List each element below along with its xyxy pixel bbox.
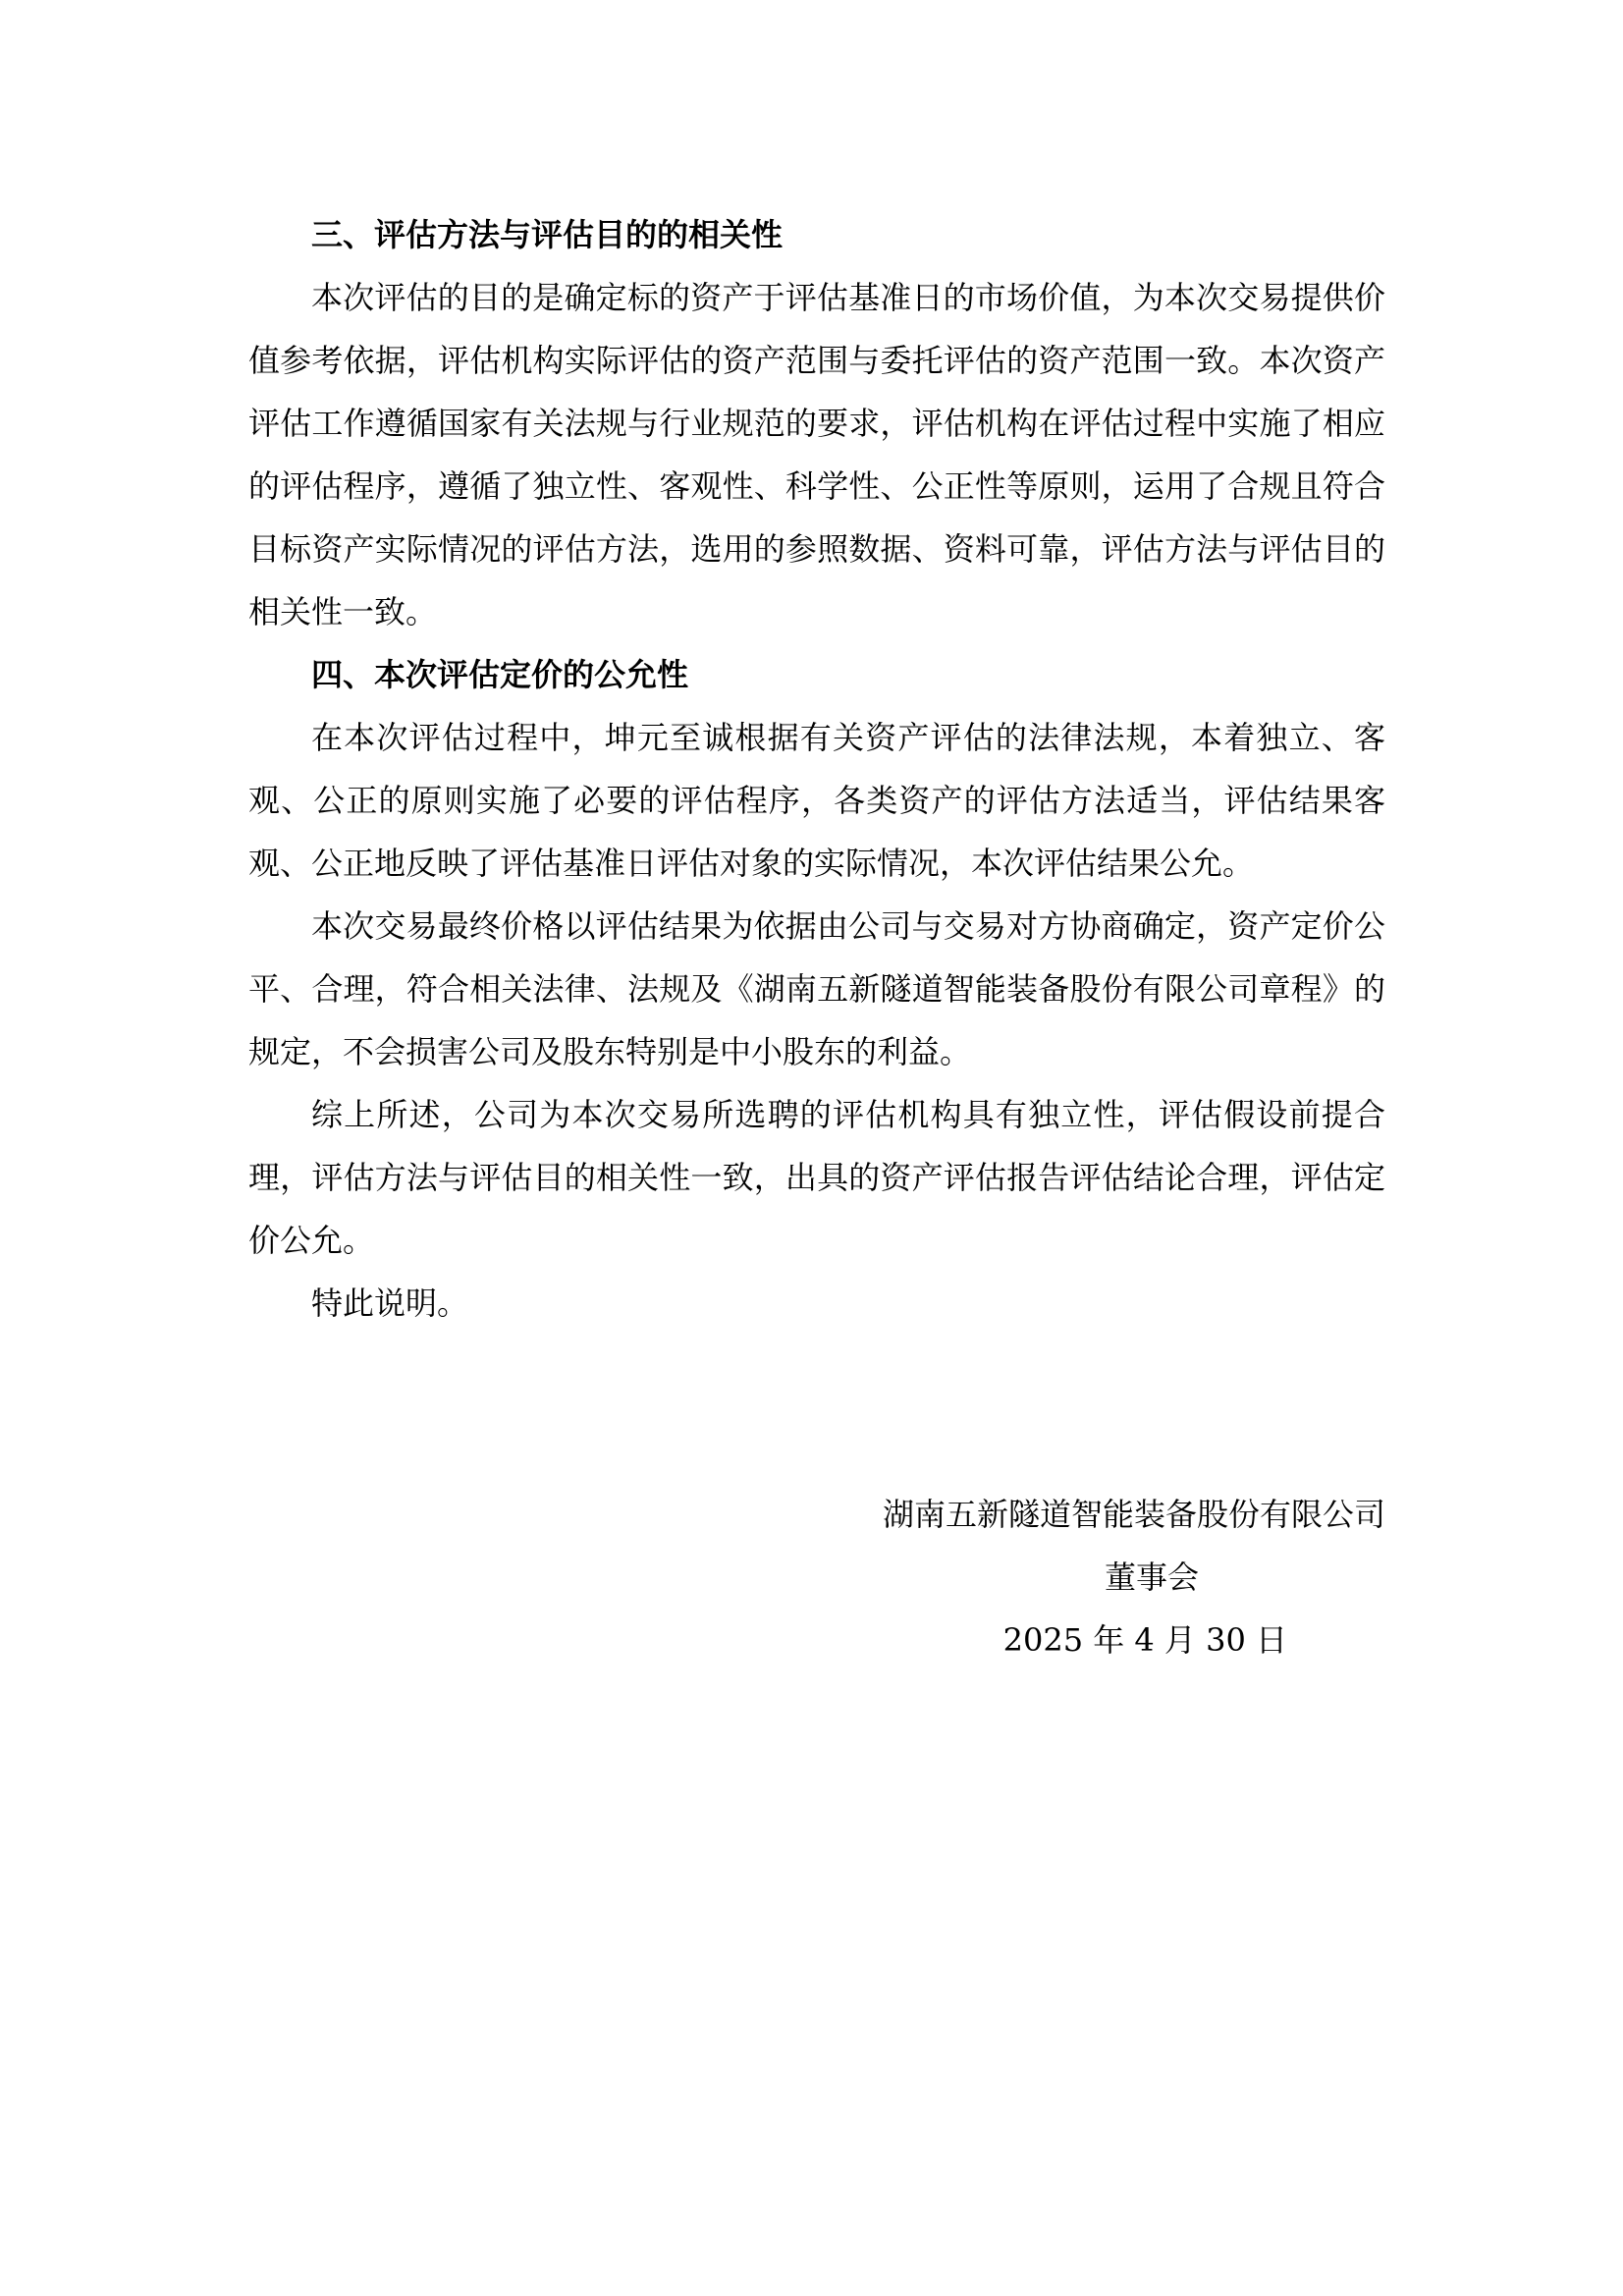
conclusion-paragraph: 综上所述，公司为本次交易所选聘的评估机构具有独立性，评估假设前提合理，评估方法与评估目的相关性一致，出具的资产评估报告评估结论合理，评估定价公允。 [248, 1096, 1385, 1259]
signature-date: 2025 年 4 月 30 日 [1002, 1621, 1287, 1659]
signature-board: 董事会 [1104, 1558, 1199, 1596]
closing-statement: 特此说明。 [311, 1285, 469, 1322]
signature-company: 湖南五新隧道智能装备股份有限公司 [882, 1496, 1385, 1533]
signature-block [883, 1483, 1385, 1671]
section-4-paragraph-2: 本次交易最终价格以评估结果为依据由公司与交易对方协商确定，资产定价公平、合理，符合相关法律、法规及《湖南五新隧道智能装备股份有限公司章程》的规定，不会损害公司及股东特别是中小股东的利益。 [248, 907, 1385, 1070]
section-3-heading: 三、评估方法与评估目的的相关性 [311, 216, 784, 253]
section-4-heading: 四、本次评估定价的公允性 [311, 656, 689, 693]
document-body [248, 203, 1385, 1335]
section-3-paragraph: 本次评估的目的是确定标的资产于评估基准日的市场价值，为本次交易提供价值参考依据，评估机构实际评估的资产范围与委托评估的资产范围一致。本次资产评估工作遵循国家有关法规与行业规范的要求，评估机构在评估过程中实施了相应的评估程序，遵循了独立性、客观性、科学性、公正性等原则，运用了合规且符合目标资产实际情况的评估方法，选用的参照数据、资料可靠，评估方法与评估目的相关性一致。 [248, 279, 1385, 630]
section-4-paragraph-1: 在本次评估过程中，坤元至诚根据有关资产评估的法律法规，本着独立、客观、公正的原则实施了必要的评估程序，各类资产的评估方法适当，评估结果客观、公正地反映了评估基准日评估对象的实际情况，本次评估结果公允。 [248, 719, 1385, 882]
